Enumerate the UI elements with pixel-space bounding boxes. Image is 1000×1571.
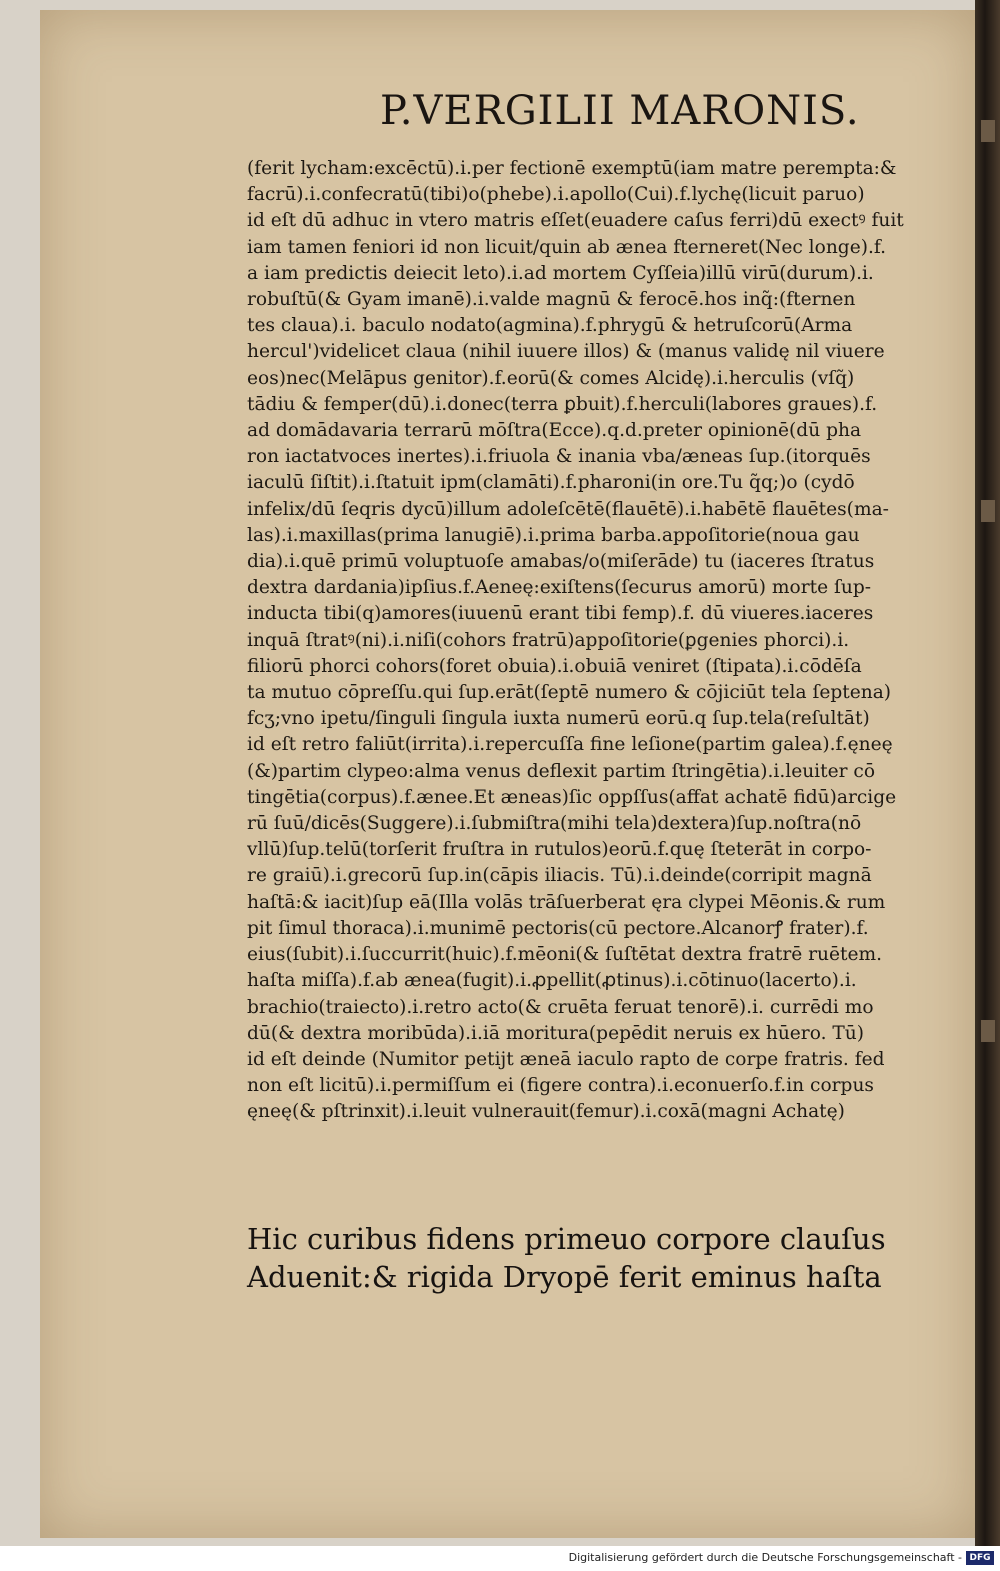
commentary-line: infelix/dū ſeqris dycū)illum adoleſcētē(flauētē).i.habētē flauētes(ma- bbox=[247, 498, 889, 520]
commentary-line: iam tamen feniori id non licuit/quin ab ænea fterneret(Nec longe).f. bbox=[247, 236, 886, 258]
commentary-line: iaculū ſiſtit).i.ſtatuit ipm(clamāti).f.pharoni(in ore.Tu q̃q;)o (cydō bbox=[247, 472, 855, 494]
commentary-block bbox=[247, 156, 977, 1126]
footer-credit: Digitalisierung gefördert durch die Deutsche Forschungsgemeinschaft - bbox=[568, 1551, 962, 1564]
commentary-line: ta mutuo cōpreſſu.qui ſup.erāt(ſeptē numero & cōjiciūt tela ſeptena) bbox=[247, 682, 892, 704]
commentary-line: tādiu & femper(dū).i.donec(terra ꝑbuit).f.herculi(labores graues).f. bbox=[247, 393, 878, 415]
commentary-line: id eſt deinde (Numitor petijt æneā iaculo rapto de corpe fratris. fed bbox=[247, 1048, 885, 1070]
commentary-line: (&)partim clypeo:alma venus deflexit partim ſtringētia).i.leuiter cō bbox=[247, 760, 876, 782]
running-title: P.VERGILII MARONIS. bbox=[380, 88, 860, 134]
commentary-line: ad domādavaria terrarū mōſtra(Ecce).q.d.preter opinionē(dū pha bbox=[247, 420, 862, 442]
commentary-line: tes claua).i. baculo nodato(agmina).f.phrygū & hetruſcorū(Arma bbox=[247, 315, 853, 337]
book-binding bbox=[975, 0, 1000, 1546]
commentary-line: haſtā:& iacit)ſup eā(Illa volās trāſuerberat ęra clypei Mēonis.& rum bbox=[247, 891, 886, 913]
commentary-line: id eſt dū adhuc in vtero matris eſſet(euadere caſus ferri)dū exectꝰ fuit bbox=[247, 210, 904, 232]
binding-tab bbox=[981, 120, 995, 142]
verse-line: Aduenit:& rigida Dryopē ferit eminus haſta bbox=[247, 1260, 882, 1294]
dfg-logo: DFG bbox=[966, 1551, 994, 1565]
commentary-line: rū ſuū/dicēs(Suggere).i.ſubmiſtra(mihi tela)dextera)ſup.noſtra(nō bbox=[247, 813, 862, 835]
commentary-line: tingētia(corpus).f.ænee.Et æneas)ſic oppſſus(affat achatē fidū)arcige bbox=[247, 786, 897, 808]
commentary-line: dū(& dextra moribūda).i.iā moritura(pepēdit neruis ex hūero. Tū) bbox=[247, 1022, 865, 1044]
commentary-line: brachio(traiecto).i.retro acto(& cruēta feruat tenorē).i. currēdi mo bbox=[247, 996, 874, 1018]
binding-tab bbox=[981, 1020, 995, 1042]
commentary-line: vllū)ſup.telū(torſerit fruſtra in rutulos)eorū.f.quę ſteterāt in corpo- bbox=[247, 839, 872, 861]
commentary-line: hercul')videlicet claua (nihil iuuere illos) & (manus validę nil viuere bbox=[247, 341, 885, 363]
commentary-line: dia).i.quē primū voluptuoſe amabas/o(miſerāde) tu (iaceres ſtratus bbox=[247, 551, 875, 573]
commentary-line: re graiū).i.grecorū ſup.in(cāpis iliacis. Tū).i.deinde(corripit magnā bbox=[247, 865, 872, 887]
verse-line: Hic curibus fidens primeuo corpore clauſus bbox=[247, 1222, 886, 1256]
commentary-line: ron iactatvoces inertes).i.friuola & inania vba/æneas ſup.(itorquēs bbox=[247, 446, 871, 468]
commentary-line: id eſt retro faliūt(irrita).i.repercuſſa fine leſione(partim galea).f.ęneę bbox=[247, 734, 893, 756]
commentary-line: eius(ſubit).i.ſuccurrit(huic).f.mēoni(& ſuſtētat dextra fratrē ruētem. bbox=[247, 944, 883, 966]
commentary-line: inducta tibi(q)amores(iuuenū erant tibi femp).f. dū viueres.iaceres bbox=[247, 603, 874, 625]
commentary-line: robuſtū(& Gyam imanē).i.valde magnū & ferocē.hos inq̃:(fternen bbox=[247, 289, 856, 311]
commentary-line: ęneę(& pſtrinxit).i.leuit vulnerauit(femur).i.coxā(magni Achatę) bbox=[247, 1101, 845, 1123]
commentary-line: dextra dardania)ipſius.f.Aeneę:exiſtens(ſecurus amorū) morte ſup- bbox=[247, 577, 872, 599]
commentary-line: facrū).i.confecratū(tibi)o(phebe).i.apollo(Cui).f.lychę(licuit paruo) bbox=[247, 184, 865, 206]
commentary-line: a iam predictis deiecit leto).i.ad mortem Cyſſeia)illū virū(durum).i. bbox=[247, 262, 874, 284]
commentary-line: pit ſimul thoraca).i.munimē pectoris(cū pectore.Alcanorꝭ frater).f. bbox=[247, 917, 869, 939]
commentary-line: eos)nec(Melāpus genitor).f.eorū(& comes Alcidę).i.herculis (vſq̃) bbox=[247, 367, 855, 389]
verse-block bbox=[247, 1220, 967, 1296]
commentary-line: inquā ſtratꝰ(ni).i.niſi(cohors fratrū)appoſitorie(ꝑgenies phorci).i. bbox=[247, 629, 850, 651]
binding-tab bbox=[981, 500, 995, 522]
commentary-line: non eſt licitū).i.permiſſum ei (figere contra).i.econuerſo.f.in corpus bbox=[247, 1075, 874, 1097]
commentary-line: fcʒ;vno ipetu/ſinguli ſingula iuxta numerū eorū.q ſup.tela(reſultāt) bbox=[247, 708, 870, 730]
commentary-line: (ferit lycham:excēctū).i.per fectionē exemptū(iam matre perempta:& bbox=[247, 158, 897, 179]
commentary-line: filiorū phorci cohors(foret obuia).i.obuiā veniret (ſtipata).i.cōdēſa bbox=[247, 655, 862, 677]
commentary-line: haſta miſſa).f.ab ænea(fugit).i.ꝓpellit(ꝓtinus).i.cōtinuo(lacerto).i. bbox=[247, 970, 857, 992]
commentary-line: las).i.maxillas(prima lanugiē).i.prima barba.appoſitorie(noua gau bbox=[247, 524, 860, 546]
digitization-footer bbox=[0, 1546, 1000, 1571]
